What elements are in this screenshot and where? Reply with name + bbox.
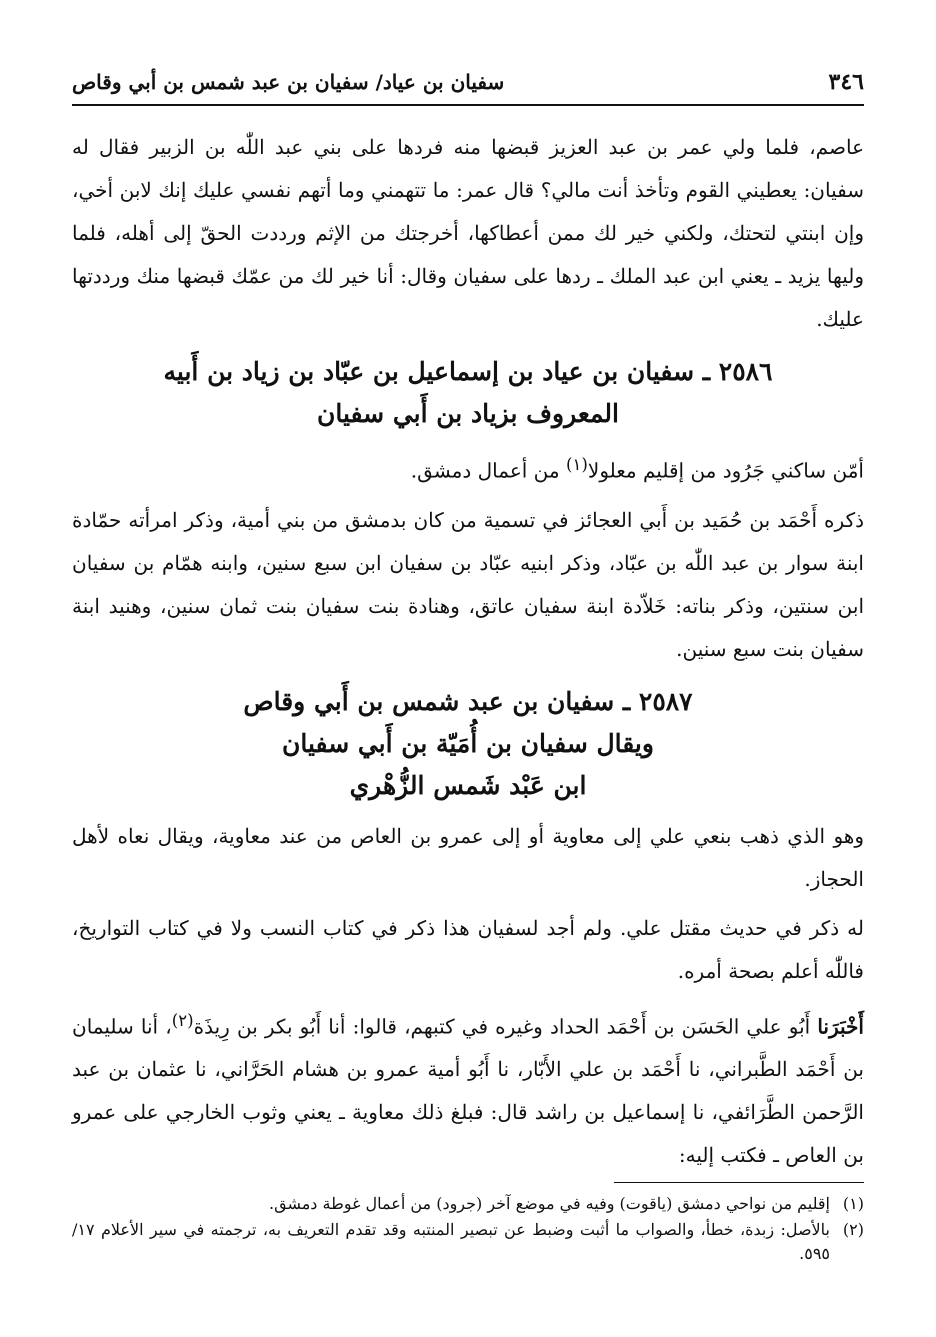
footnote-mark: (٢) [842,1220,864,1239]
paragraph-4: وهو الذي ذهب بنعي علي إلى معاوية أو إلى عمرو بن العاص من عند معاوية، ويقال نعاه لأهل الحجاز. [72,823,864,891]
entry-heading-2587 [72,681,864,807]
entry-heading-line: ٢٥٨٦ ـ سفيان بن عياد بن إسماعيل بن عبّاد بن زياد بن أَبيه [163,357,773,386]
running-header [72,64,864,100]
running-title: سفيان بن عياد/ سفيان بن عبد شمس بن أبي وقاص [72,70,505,94]
paragraph-6 [72,999,864,1178]
footnote-rule [614,1182,864,1183]
footnote-text: بالأصل: زبدة، خطأ، والصواب ما أثبت وضبط عن تبصير المنتبه وقد تقدم التعريف به، ترجمته في سير الأعلام ١٧/ ٥٩٥. [72,1220,830,1263]
paragraph-text: ، أنا سليمان بن أَحْمَد الطَّبراني، نا أَحْمَد بن علي الأَبّار، نا أَبُو أمية عمرو بن هشام الحَرَّاني، نا عثمان بن عبد الرَّحمن الطَّرَائفي، نا إسماعيل بن راشد قال: فبلغ ذلك معاوية ـ يعني وثوب الخارجي على عمرو بن العاص ـ فكتب إليه: [72,1014,864,1168]
entry-heading-line: ٢٥٨٧ ـ سفيان بن عبد شمس بن أَبي وقاص [243,686,693,716]
paragraph-5: له ذكر في حديث مقتل علي. ولم أجد لسفيان هذا ذكر في كتاب النسب ولا في كتاب التواريخ، فاللّٰه أعلم بصحة أمره. [72,915,864,983]
paragraph-text: أَبُو علي الحَسَن بن أَحْمَد الحداد وغيره في كتبهم، قالوا: أنا أَبُو بكر بن رِيذَة [193,1014,818,1039]
footnotes [72,1192,864,1268]
main-text [72,126,864,1177]
paragraph-3: ذكره أَحْمَد بن حُمَيد بن أَبي العجائز في تسمية من كان بدمشق من بني أمية، وذكر امرأته حمّادة ابنة سوار بن عبد اللّٰه بن عبّاد، وذكر ابنيه عبّاد بن سفيان ابن سبع سنين، وابنه همّام بن سفيان ابن سنتين، وذكر بناته: خَلاّدة ابنة سفيان عاتق، وهنادة بنت سفيان بنت ثمان سنين، وهنيد ابنة سفيان بنت سبع سنين. [72,507,864,661]
paragraph-text: أمّن ساكني جَرُود من إقليم معلولا [587,458,864,483]
paragraph-text: من أعمال دمشق. [410,458,566,483]
paragraph-2 [72,443,864,493]
footnote-ref-2[interactable]: (٢) [171,1010,194,1030]
footnote-2 [72,1218,864,1266]
footnote-ref-1[interactable]: (١) [565,455,588,474]
isnad-lead-word: أَخْبَرَنا [817,1014,864,1039]
entry-heading-line: ويقال سفيان بن أُمَيّة بن أَبي سفيان [282,728,654,758]
paragraph-1: عاصم، فلما ولي عمر بن عبد العزيز قبضها منه فردها على بني عبد اللّٰه بن الزبير فقال له سفيان: يعطيني القوم وتأخذ أنت مالي؟ قال عمر: ما تتهمني وما أتهم نفسي عليك إنك لابن أخي، وإن ابنتي لتحتك، ولكني خير لك ممن أعطاكها، أخرجتك من الإثم ورددت الحقّ إلى أهله، فلما وليها يزيد ـ يعني ابن عبد الملك ـ ردها على سفيان وقال: أنا خير لك من عمّك قبضها منك ورددتها عليك. [72,135,864,331]
entry-heading-2586 [72,351,864,435]
entry-heading-line: ابن عَبْد شَمس الزُّهْري [349,770,587,800]
entry-heading-line: المعروف بزياد بن أَبي سفيان [317,399,619,428]
footnote-1 [72,1192,864,1216]
header-rule [72,104,864,106]
footnote-mark: (١) [842,1194,864,1213]
footnote-text: إقليم من نواحي دمشق (ياقوت) وفيه في موضع آخر (جرود) من أعمال غوطة دمشق. [269,1194,830,1213]
page-number: ٣٤٦ [828,69,864,95]
